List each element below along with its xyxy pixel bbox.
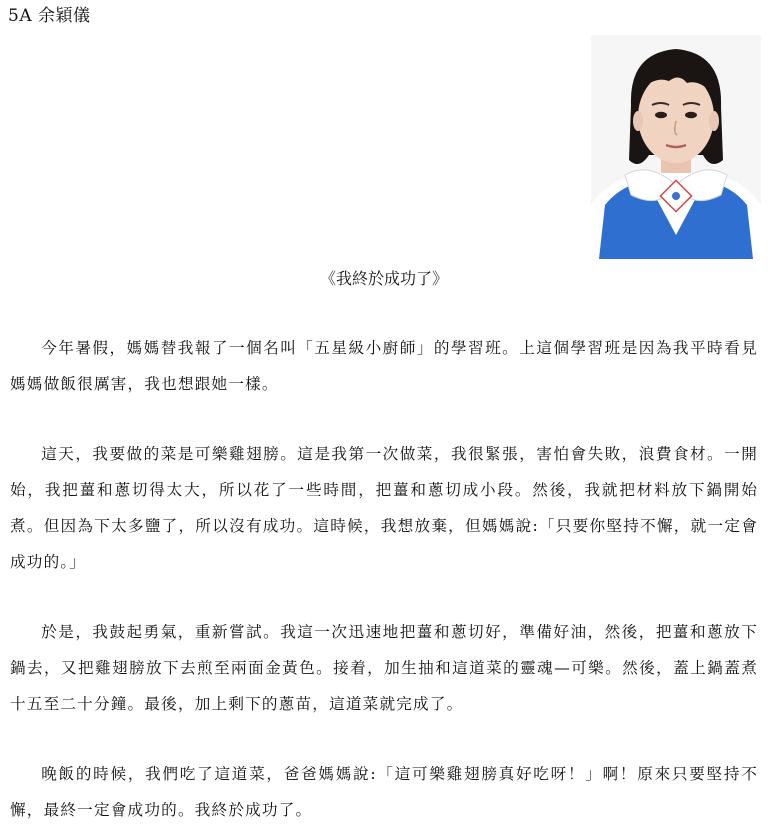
right-eye	[685, 112, 697, 118]
badge-center	[672, 192, 680, 200]
paragraph-4: 晚飯的時候，我們吃了這道菜，爸爸媽媽說:「這可樂雞翅膀真好吃呀！」啊！原來只要堅持不懈，最終一定會成功的。我終於成功了。	[10, 765, 758, 819]
paragraph-3: 於是，我鼓起勇氣，重新嘗試。我這一次迅速地把薑和蔥切好，準備好油，然後，把薑和蔥放下鍋去，又把雞翅膀放下去煎至兩面金黃色。接着，加生抽和這道菜的靈魂—可樂。然後，蓋上鍋蓋煮十五至二十分鐘。最後，加上剩下的蔥苗，這道菜就完成了。	[10, 623, 758, 713]
left-eye	[655, 112, 667, 118]
essay-body	[10, 330, 758, 828]
student-photo	[591, 35, 761, 259]
essay-title: 《我終於成功了》	[319, 269, 448, 288]
right-ear	[709, 111, 719, 131]
paragraph-1: 今年暑假，媽媽替我報了一個名叫「五星級小廚師」的學習班。上這個學習班是因為我平時看見媽媽做飯很厲害，我也想跟她一樣。	[10, 339, 758, 393]
paragraph-2: 這天，我要做的菜是可樂雞翅膀。這是我第一次做菜，我很緊張，害怕會失敗，浪費食材。一開始，我把薑和蔥切得太大，所以花了一些時間，把薑和蔥切成小段。然後，我就把材料放下鍋開始煮。但因為下太多鹽了，所以沒有成功。這時候，我想放棄，但媽媽說:「只要你堅持不懈，就一定會成功的。」	[10, 445, 758, 571]
student-label: 5A 余穎儀	[8, 6, 91, 26]
left-ear	[633, 111, 643, 131]
